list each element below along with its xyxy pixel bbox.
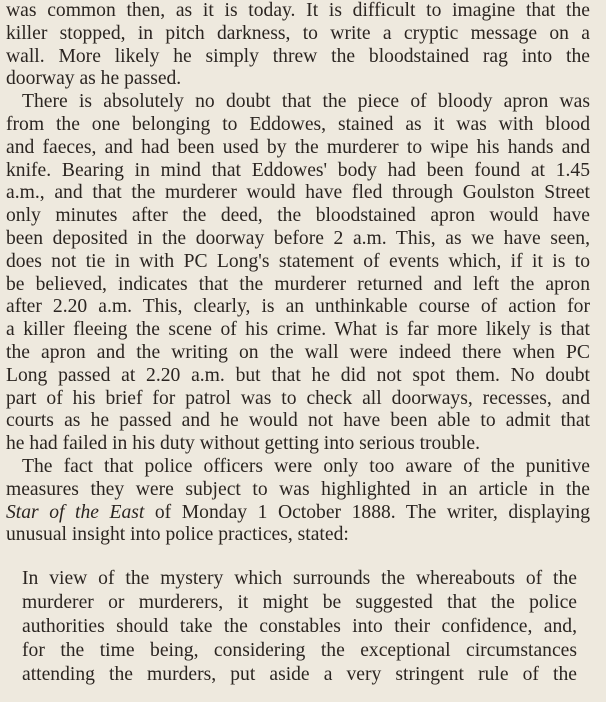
text-line: after 2.20 a.m. This, clearly, is an unthinkable course of action for bbox=[6, 296, 590, 318]
block-quote bbox=[6, 567, 577, 687]
text-line: a.m., and that the murderer would have fled through Goulston Street bbox=[6, 182, 590, 204]
text-line: doorway as he passed. bbox=[6, 68, 182, 90]
text-line: was common then, as it is today. It is difficult to imagine that the bbox=[6, 0, 590, 21]
text-line: the apron and the writing on the wall were indeed there when PC bbox=[6, 341, 590, 363]
paragraph-1 bbox=[6, 0, 590, 91]
text-line: he had failed in his duty without getting into serious trouble. bbox=[6, 433, 480, 455]
text-line: unusual insight into police practices, stated: bbox=[6, 524, 349, 546]
text-line: does not tie in with PC Long's statement of events which, if it is to bbox=[6, 250, 590, 272]
text-line: a killer fleeing the scene of his crime. What is far more likely is that bbox=[6, 319, 590, 341]
paragraph-2 bbox=[6, 91, 590, 456]
text-line: Long passed at 2.20 a.m. but that he did not spot them. No doubt bbox=[6, 364, 590, 386]
text-line: There is absolutely no doubt that the piece of bloody apron was bbox=[22, 91, 590, 113]
text-line: killer stopped, in pitch darkness, to write a cryptic message on a bbox=[6, 22, 590, 44]
publication-title: Star of the East bbox=[6, 501, 145, 523]
quote-line: authorities should take the constables into their confidence, and, bbox=[22, 616, 577, 638]
text-line: part of his brief for patrol was to check all doorways, recesses, and bbox=[6, 387, 590, 409]
text-line: been deposited in the doorway before 2 a.m. This, as we have seen, bbox=[6, 227, 590, 249]
text-line: be believed, indicates that the murderer returned and left the apron bbox=[6, 273, 590, 295]
text-span: of Monday 1 October 1888. The writer, displaying bbox=[144, 501, 590, 523]
quote-line: attending the murders, put aside a very stringent rule of the bbox=[22, 664, 577, 686]
quote-line: murderer or murderers, it might be suggested that the police bbox=[22, 592, 577, 614]
text-line: The fact that police officers were only too aware of the punitive bbox=[22, 455, 590, 477]
text-line: and faeces, and had been used by the murderer to wipe his hands and bbox=[6, 136, 590, 158]
quote-line: for the time being, considering the exceptional circumstances bbox=[22, 640, 577, 662]
text-line: wall. More likely he simply threw the bloodstained rag into the bbox=[6, 45, 590, 67]
body-text bbox=[6, 0, 590, 547]
text-line: only minutes after the deed, the bloodstained apron would have bbox=[6, 205, 590, 227]
book-page bbox=[6, 0, 590, 687]
paragraph-3 bbox=[6, 456, 590, 547]
quote-line: In view of the mystery which surrounds the whereabouts of the bbox=[22, 568, 577, 590]
text-line: knife. Bearing in mind that Eddowes' body had been found at 1.45 bbox=[6, 159, 590, 181]
text-line: from the one belonging to Eddowes, stained as it was with blood bbox=[6, 113, 590, 135]
text-line: courts as he passed and he would not have been able to admit that bbox=[6, 410, 590, 432]
text-line bbox=[6, 502, 590, 525]
text-line: measures they were subject to was highlighted in an article in the bbox=[6, 478, 590, 500]
